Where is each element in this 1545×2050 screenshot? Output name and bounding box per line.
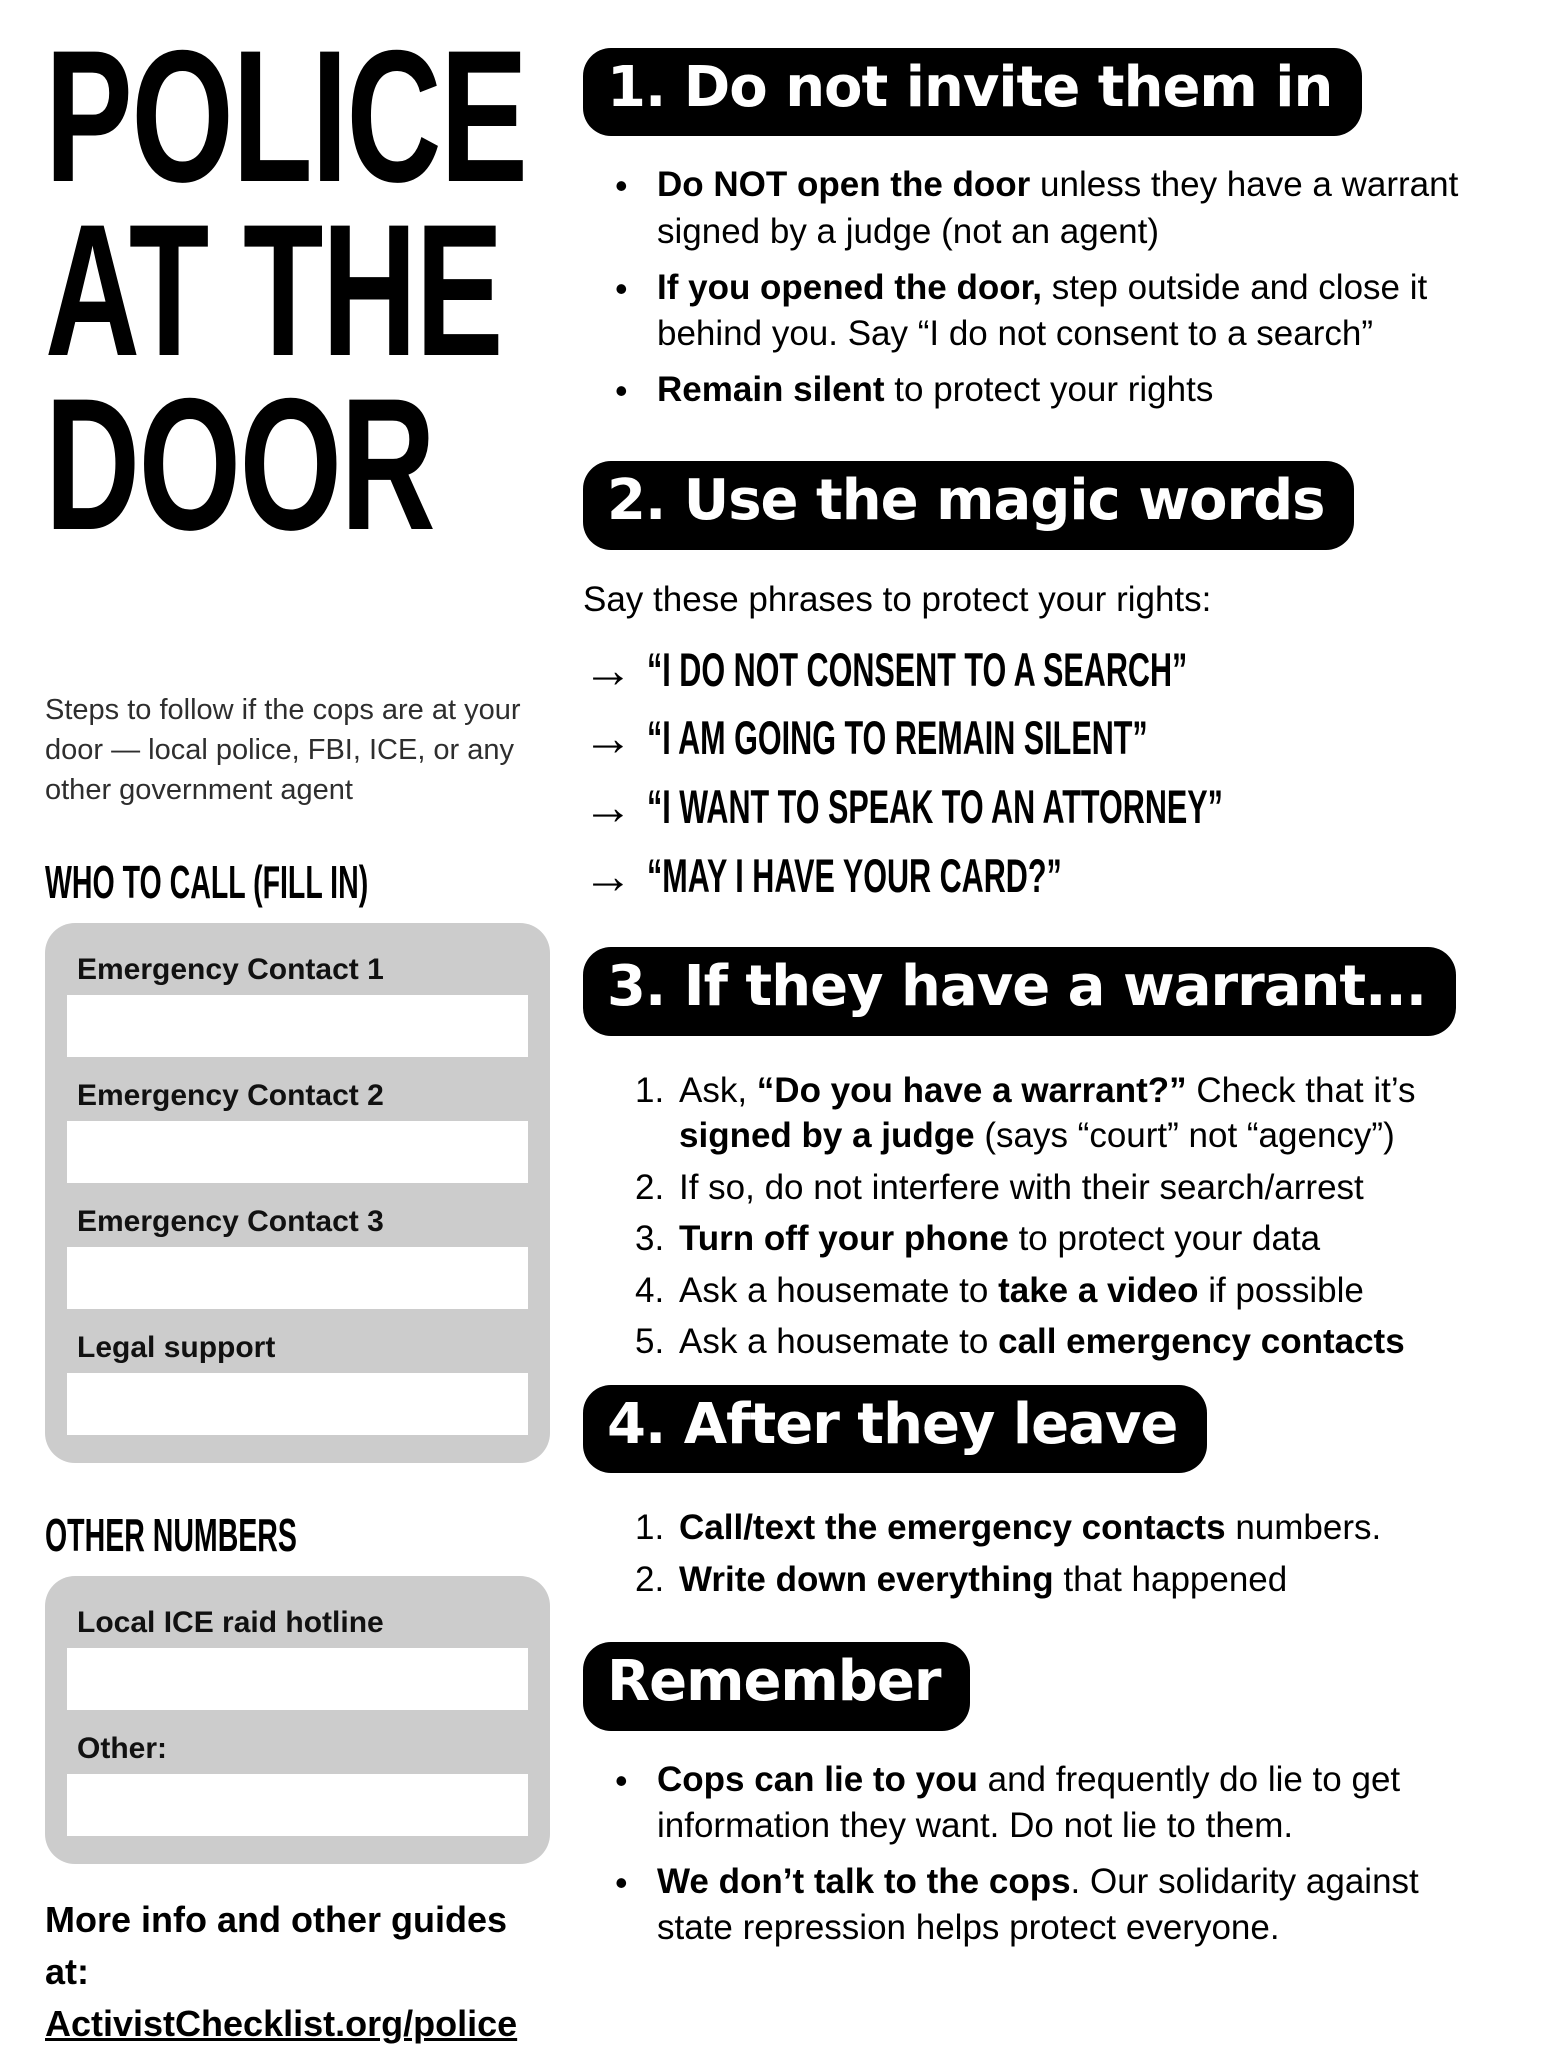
numbered-item: Turn off your phone to protect your data — [583, 1216, 1468, 1262]
poster-title — [45, 30, 550, 552]
section-3-badge: 3. If they have a warrant... — [583, 947, 1456, 1035]
section-after-they-leave — [583, 1385, 1468, 1602]
magic-words-intro: Say these phrases to protect your rights: — [583, 580, 1468, 620]
bullet-item: • We don’t talk to the cops. Our solidarity against state repression helps protect everyone. — [583, 1859, 1468, 1951]
other-input[interactable] — [67, 1774, 528, 1836]
field-label: Legal support — [77, 1331, 528, 1365]
title-line-1: POLICE — [45, 30, 399, 204]
section-4-list — [583, 1505, 1468, 1602]
arrow-icon: → — [583, 713, 633, 763]
arrow-icon: → — [583, 645, 633, 695]
magic-phrase-text: “I DO NOT CONSENT TO A SEARCH” — [647, 644, 1187, 696]
bullet-item: • If you opened the door, step outside and close it behind you. Say “I do not consent to a search” — [583, 265, 1468, 357]
bullet-item: • Cops can lie to you and frequently do lie to get information they want. Do not lie to them. — [583, 1757, 1468, 1849]
title-line-3: DOOR — [45, 378, 399, 552]
section-1-badge: 1. Do not invite them in — [583, 48, 1362, 136]
magic-phrase-text: “I AM GOING TO REMAIN SILENT” — [647, 712, 1148, 764]
magic-phrase-text: “I WANT TO SPEAK TO AN ATTORNEY” — [647, 781, 1223, 833]
section-magic-words — [583, 461, 1468, 901]
footer — [45, 1894, 550, 2050]
who-to-call-box — [45, 923, 550, 1463]
who-to-call-heading — [45, 856, 550, 909]
footer-text: More info and other guides at: — [45, 1894, 550, 1998]
left-column — [45, 30, 550, 2050]
other-numbers-box — [45, 1576, 550, 1864]
numbered-item: Ask, “Do you have a warrant?” Check that it’s signed by a judge (says “court” not “agency”) — [583, 1068, 1468, 1159]
section-3-list — [583, 1068, 1468, 1365]
field-label: Emergency Contact 2 — [77, 1079, 528, 1113]
title-line-2: AT THE — [45, 204, 399, 378]
numbered-item: Write down everything that happened — [583, 1557, 1468, 1603]
other-numbers-heading-text: OTHER NUMBERS — [45, 1509, 297, 1562]
footer-link[interactable]: ActivistChecklist.org/police — [45, 2003, 517, 2044]
other-numbers-heading — [45, 1509, 550, 1562]
magic-phrase-item — [583, 712, 1468, 764]
right-column — [583, 48, 1468, 1961]
section-1-list — [583, 162, 1468, 413]
arrow-icon: → — [583, 782, 633, 832]
field-label: Emergency Contact 3 — [77, 1205, 528, 1239]
emergency-contact-1-input[interactable] — [67, 995, 528, 1057]
magic-phrase-text: “MAY I HAVE YOUR CARD?” — [647, 850, 1062, 902]
emergency-contact-3-input[interactable] — [67, 1247, 528, 1309]
magic-phrase-item — [583, 850, 1468, 902]
numbered-item: Call/text the emergency contacts numbers. — [583, 1505, 1468, 1551]
magic-phrases-list — [583, 644, 1468, 902]
magic-phrase-item — [583, 781, 1468, 833]
section-remember — [583, 1642, 1468, 1951]
numbered-item: If so, do not interfere with their search/arrest — [583, 1165, 1468, 1211]
section-do-not-invite — [583, 48, 1468, 413]
field-label: Emergency Contact 1 — [77, 953, 528, 987]
bullet-item: • Remain silent to protect your rights — [583, 367, 1468, 413]
arrow-icon: → — [583, 851, 633, 901]
field-label: Local ICE raid hotline — [77, 1606, 528, 1640]
remember-badge: Remember — [583, 1642, 970, 1730]
emergency-contact-2-input[interactable] — [67, 1121, 528, 1183]
numbered-item: Ask a housemate to take a video if possible — [583, 1268, 1468, 1314]
section-warrant — [583, 947, 1468, 1364]
legal-support-input[interactable] — [67, 1373, 528, 1435]
field-label: Other: — [77, 1732, 528, 1766]
remember-list — [583, 1757, 1468, 1952]
subtitle: Steps to follow if the cops are at your door — local police, FBI, ICE, or any other government agent — [45, 690, 550, 810]
section-4-badge: 4. After they leave — [583, 1385, 1207, 1473]
section-2-badge: 2. Use the magic words — [583, 461, 1354, 549]
bullet-item: • Do NOT open the door unless they have a warrant signed by a judge (not an agent) — [583, 162, 1468, 254]
who-to-call-heading-text: WHO TO CALL (FILL IN) — [45, 856, 368, 909]
magic-phrase-item — [583, 644, 1468, 696]
local-ice-raid-hotline-input[interactable] — [67, 1648, 528, 1710]
numbered-item: Ask a housemate to call emergency contacts — [583, 1319, 1468, 1365]
